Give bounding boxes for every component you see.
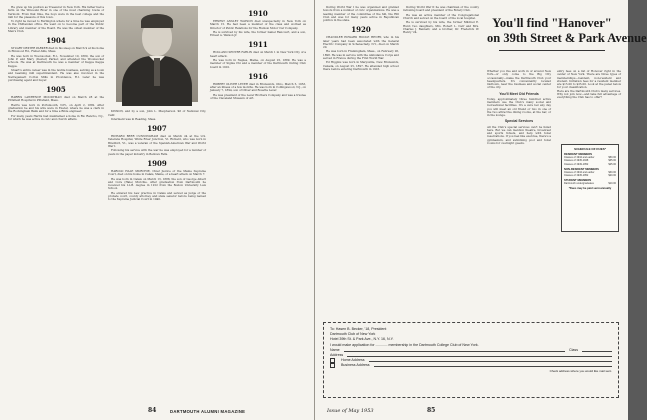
address-field[interactable] bbox=[347, 353, 612, 357]
schedule-row: Classes of 1945-1948 $35.00 bbox=[564, 159, 616, 163]
coupon-to-line: To: Hasen B. Becker, '18, President bbox=[330, 327, 387, 331]
obituary-paragraph: He was president of the Lever Brothers Company and was a trustee of the Cleveland Museum of Art. bbox=[210, 92, 306, 101]
issue-date: Issue of May 1953 bbox=[327, 408, 374, 414]
obituary-paragraph: Following his service with the war he was employed for a number of years in the paper industry in Bellows Falls. bbox=[108, 148, 206, 156]
ad-paragraph: entry fees on a list of Honover right in the center of New York. There are three types of memberships—resident, non-resident and student. Initiation fees for a resident member are $15.00 to $25.00. Look at the panel below for your classification. bbox=[557, 69, 621, 90]
left-column-1 bbox=[8, 6, 104, 401]
ad-subheading: Special Services bbox=[504, 119, 534, 124]
class-year-heading: 1920 bbox=[351, 25, 371, 35]
home-address-label: Home Address bbox=[341, 358, 365, 363]
page-number: 85 bbox=[427, 407, 436, 414]
business-checkbox[interactable] bbox=[330, 363, 335, 368]
check-note: Check address where you would like mail sent. bbox=[549, 368, 612, 373]
ad-paragraph: Here are the Dartmouth Club's many services. Why not join now—and take full advantage of everything the Club has to offer? bbox=[557, 88, 621, 99]
schedule-row: Classes of 1944 and earlier $50.00 bbox=[564, 156, 616, 159]
left-page bbox=[0, 0, 314, 420]
class-year-heading: 1911 bbox=[248, 40, 268, 50]
class-field[interactable] bbox=[582, 348, 612, 352]
obituary-paragraph: Stuart's entire career was in the textile business, serving as a loom and beaming mill superintendent. He was also involved in the Narragansett Cotton Mills in Providence, R.I. Later he was purchasing agent and buyer. bbox=[8, 68, 104, 82]
obituary-paragraph: STUART DEXTER PARKER died in his sleep on March 9 at his home in Elmwood Rd., Fisher-hills, Mass. bbox=[8, 46, 104, 54]
schedule-row: Classes of 1945-1952 $20.00 bbox=[564, 174, 616, 178]
text-paragraph: He grew up his position as Treasurer in New York. His father had a farm on the Winooski River in one of the most charming towns of Vermont. From that time, the boys were in the best college and the mill for the pleasure of this town. bbox=[8, 5, 104, 19]
obituary-paragraph: For many years Harris had maintained a home in Rio Rancho, N.J., for which he was active in civic and church affairs. bbox=[8, 113, 104, 121]
application-coupon[interactable] bbox=[323, 322, 619, 398]
obituary-paragraph: He entered his Law practice in Calais and served as judge of the probate court, county attorney and state senator before being named to the Supreme Judicial Court in 1940. bbox=[108, 190, 206, 202]
schedule-row: Dartmouth undergraduates $10.00 bbox=[564, 182, 616, 186]
obituary-paragraph: He was born in Naples, Maine, on August 25, 1889. He was a member of Sigma Chi and a member of the Dartmouth Outing Club board in 1910. bbox=[210, 58, 306, 69]
schedule-section: STUDENT MEMBERS bbox=[564, 179, 592, 183]
obituary-paragraph: He was born in Woonsocket, R.I., November 10, 1880, the son of John P. and Mary (Dexter) Parker, and attended the Woonsocket schools. He was at Dartmouth he was a member of Kappa Kappa Kappa. bbox=[8, 53, 104, 68]
photo-hair bbox=[141, 14, 173, 28]
schedule-footnote: *Dues may be paid semi-annually bbox=[568, 187, 612, 191]
obituary-paragraph: During World War II he was chairman of the county rationing board and president of the Rotary Club. bbox=[403, 5, 479, 13]
text-paragraph: KINSON, and by a son, John L. Macpherson '46 of National City, Calif. bbox=[108, 109, 206, 117]
business-address-label: Business Address bbox=[341, 363, 370, 368]
ad-divider bbox=[499, 50, 605, 51]
address-label: Address bbox=[330, 353, 344, 358]
ad-headline bbox=[487, 16, 647, 55]
obituary-paragraph: Ed Higgins was born in Marysville, New Brunswick, Canada, on August 25, 1897. He attended high school there before entering Dartmouth in 1916. bbox=[323, 60, 399, 71]
schedule-row: Classes of 1944 and earlier $30.00 bbox=[564, 170, 616, 174]
ad-paragraph: Today, approximately three hundred active members use the Club's many social and recreational facilities. It's a sure bet any day you will meet an old friend or two in one of the two attractive dining rooms, at the bar, or in the lounge. bbox=[487, 96, 551, 117]
coupon-to-line: Hotel 39th St. & Park Ave., N.Y. 16, N.Y. bbox=[330, 337, 394, 342]
obituary-paragraph: He was born in Calais on March 13, 1888, the son of George Albert and Cora (Hale) Murchie. After graduation from Dartmouth he received his LL.B. degree in 1912 from the Boston University Law School. bbox=[108, 176, 206, 191]
name-field[interactable] bbox=[344, 348, 565, 352]
dues-schedule-box bbox=[561, 144, 619, 232]
class-year-heading: 1907 bbox=[147, 124, 167, 134]
ad-column-a bbox=[487, 70, 551, 320]
obituary-paragraph: ROBERT OLIVER LEVER died in Brunswick, Ohio, March 5, 1953, after an illness of a few months. He was born in Collingswood, N.J., on January 7, 1894, son of Oliver and Rosetta Lever. bbox=[210, 81, 307, 93]
obituary-paragraph: He was born in Framingham, Mass., on February 26, 1898. He was in service with the Ambulance Corps and served in France during the First World War. bbox=[323, 49, 399, 60]
ad-headline-line-2: on 39th Street & Park Avenue bbox=[487, 31, 647, 45]
class-year-heading: 1909 bbox=[147, 158, 167, 168]
class-year-heading: 1910 bbox=[248, 9, 268, 18]
left-column-3 bbox=[210, 6, 306, 401]
ad-headline-line-1: You'll find "Hanover" bbox=[492, 16, 612, 30]
obituary-paragraph: RICHARD BEER CUNNINGHAM died on March 24 at the U.S. Veterans Hospital, White River Junction, Vt. Richard, who was born in Bradford, Vt., was a veteran of the Spanish-American War and World War I. bbox=[108, 134, 206, 148]
obituary-paragraph: He was an active member of the Congregational Church and served on the board of the local hospital. bbox=[403, 12, 479, 20]
ad-subheading: You'll Meet Old Friends bbox=[499, 91, 539, 96]
right-column-1 bbox=[323, 6, 399, 318]
class-label: Class bbox=[569, 347, 578, 352]
text-paragraph: During World War I he was organized and granted honors from a number of civic organizations. He was a leading member of the committee of the hill, the Hill Club and was for many years active in Republican politics in the state. bbox=[323, 5, 399, 22]
schedule-row: Classes of 1949-1952 $25.00 bbox=[564, 162, 616, 166]
left-column-2 bbox=[108, 6, 206, 401]
coupon-to-line: Dartmouth Club of New York bbox=[330, 332, 376, 337]
home-address-field[interactable] bbox=[369, 358, 612, 362]
obituary-paragraph: HOLLAND SENTER FARLIN died on March 1 in New York City of a heart attack. bbox=[210, 50, 306, 58]
obituary-paragraph: Harris was born in Portsmouth, N.H., on April 2, 1882. After graduation he and his wife were in Exeter, where he was a clerk in the Rockingham Bank and for a time a Bible engineer. bbox=[8, 102, 104, 114]
right-column-2 bbox=[403, 6, 479, 318]
schedule-section: RESIDENT MEMBERS bbox=[564, 153, 593, 156]
schedule-title: SCHEDULE OF DUES* bbox=[574, 147, 606, 151]
text-paragraph: Interment was in Reading, Mass. bbox=[111, 116, 157, 121]
name-label: Name bbox=[330, 347, 340, 352]
magazine-title: DARTMOUTH ALUMNI MAGAZINE bbox=[170, 409, 246, 414]
class-year-heading: 1905 bbox=[46, 85, 66, 95]
obituary-paragraph: He is survived by his wife, the former Mildred E. Hunt; two daughters, Mrs. Robert L. Carr and Mrs. Charles J. Bennett; and a brother, Dr. Frederick W. Henry '24. bbox=[403, 20, 479, 35]
ad-paragraph: Whether you live and work in or around New York—or only come to the Big City occasionally—make the Dartmouth Club your headquarters. It's conveniently located midtown, near the business and social center of the city. bbox=[487, 69, 551, 90]
ad-paragraph: All the Club's special services can't be listed here. But we can mention theatre, broadcast and sports tickets, and help with hotel reservations. If you feel like exercise, there's a gymnasium, and swimming pool and hotel rooms for overnight guests. bbox=[487, 124, 551, 145]
business-address-field[interactable] bbox=[374, 363, 612, 367]
class-year-heading: 1916 bbox=[248, 71, 268, 81]
coupon-interest-line: I would make application for ............ membership in the Dartmouth College Club of New York. bbox=[330, 342, 479, 347]
class-year-heading: 1904 bbox=[46, 36, 66, 46]
obituary-paragraph: ERNEST ANSLEY WATSON died unexpectedly in New York on March 15. He had been a member of the class and worked as Director of Public Relations for the Hudson Motor Car Company. bbox=[210, 19, 306, 30]
obituary-paragraph: HARRIS LAWRENCE MOODYMAN died on March 28 at the Pittsfield Hospital in Pittsfield, Mass. bbox=[8, 95, 104, 103]
obituary-paragraph: CHANDLER EDWARD HOOLE HENRY, who in his later years had been associated with the General Electric Company in Schenectady, N.Y., died on March 20. bbox=[323, 35, 399, 49]
schedule-section: NON-RESIDENT MEMBERS bbox=[564, 167, 599, 171]
page-number: 84 bbox=[148, 407, 157, 414]
ad-column-b bbox=[557, 70, 621, 142]
right-page bbox=[314, 0, 647, 420]
portrait-photo bbox=[116, 6, 198, 102]
obituary-paragraph: He is survived by his wife, the former Isabel Rancourt, and a son, Ernest A. Watson Jr. bbox=[210, 29, 306, 38]
photo-tie bbox=[154, 58, 160, 86]
obituary-paragraph: HAROLD HALE MURCHIE, Chief Justice of the Maine Supreme Court, died on his home in Calais, Maine, of a heart attack on March 7. bbox=[108, 168, 206, 177]
text-paragraph: To right be moved to Burlington where for a time he was employed in the Chittenden office. He went on to become part of the Public Library and member of the Board. He was the oldest member of the Men's Club. bbox=[8, 19, 104, 33]
